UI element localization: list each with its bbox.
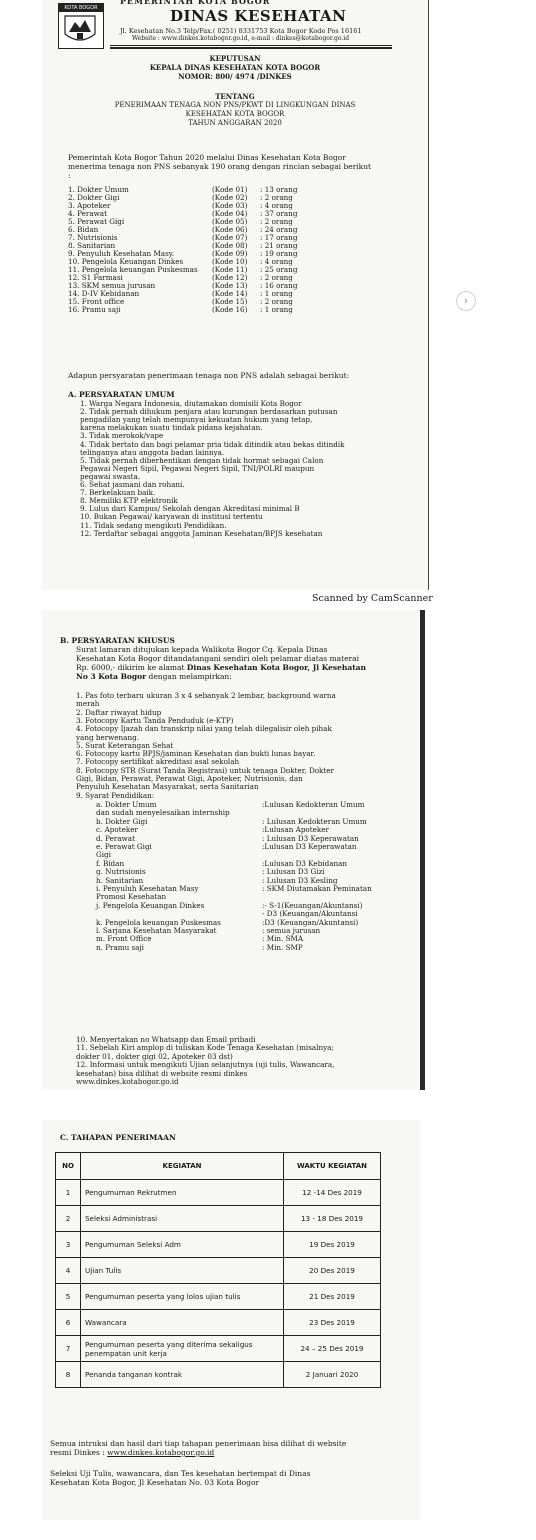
position-code: (Kode 09) (212, 249, 248, 258)
education-position: a. Dokter Umum (96, 800, 157, 809)
position-code: (Kode 06) (212, 225, 248, 234)
general-requirement-line: 7. Berkelakuan baik. (80, 488, 156, 498)
position-code: (Kode 08) (212, 241, 248, 250)
position-code: (Kode 10) (212, 257, 248, 266)
send-address: Dinas Kesehatan Kota Bogor, Jl Kesehatan (186, 663, 366, 672)
position-name: 13. SKM semua jurusan (68, 281, 156, 290)
education-requirement: :D3 (Keuangan/Akuntansi) (262, 917, 359, 927)
position-code: (Kode 14) (212, 289, 248, 298)
general-requirement-line: pegawai swasta. (80, 471, 141, 481)
stage-time: 19 Des 2019 (284, 1232, 381, 1258)
decree-subject-3: TAHUN ANGGARAN 2020 (188, 119, 282, 127)
special-requirement-line: 6. Fotocopy kartu BPJS/jaminan Kesehatan dan bukti lunas bayar. (76, 749, 316, 759)
general-requirement-line: 11. Tidak sedang mengikuti Pendidikan. (80, 520, 227, 530)
decree-title-2: KEPALA DINAS KESEHATAN KOTA BOGOR (149, 63, 321, 72)
special-requirement-line: 10. Menyertakan no Whatsapp dan Email pribadi (76, 1035, 256, 1044)
education-position: h. Sanitarian (96, 875, 144, 885)
position-name: 6. Bidan (68, 225, 99, 234)
stage-activity: Pengumuman peserta yang diterima sekaligus penempatan unit kerja (81, 1336, 284, 1362)
stage-time: 2 Januari 2020 (284, 1362, 381, 1388)
education-requirement: : Lulusan D3 Kesling (262, 875, 338, 885)
special-paragraph-2: Kesehatan Kota Bogor ditandatangani sendiri oleh pelamar diatas materai (76, 654, 360, 663)
position-name: 16. Pramu saji (68, 305, 121, 314)
stage-row (56, 1258, 381, 1284)
special-requirement-line: 8. Fotocopy STR (Surat Tanda Registrasi) untuk tenaga Dokter, Dokter (76, 765, 334, 775)
general-requirement-line: telinganya atau anggota badan lainnya. (80, 447, 225, 457)
position-count: : 4 orang (260, 257, 293, 266)
general-requirement-line: karena melakukan suatu tindak pidana kejahatan. (80, 423, 263, 433)
agency-address: Jl. Kesehatan No.3 Telp/Fax.( 0251) 8331753 Kota Bogor Kode Pos 16161 (120, 27, 362, 35)
stage-time: 20 Des 2019 (284, 1258, 381, 1284)
position-name: 14. D-IV Kebidanan (68, 289, 140, 298)
position-code: (Kode 11) (212, 265, 248, 274)
footer-line-1: Semua intruksi dan hasil dari tiap tahapan penerimaan bisa dilihat di website (50, 1439, 347, 1448)
stage-row (56, 1180, 381, 1206)
col-no: NO (56, 1153, 81, 1180)
stage-number: 6 (56, 1310, 81, 1336)
position-name: 9. Penyuluh Kesehatan Masy. (68, 249, 175, 258)
general-requirements-heading: A. PERSYARATAN UMUM (68, 390, 175, 399)
footer-line-3: Seleksi Uji Tulis, wawancara, dan Tes kesehatan bertempat di Dinas (50, 1469, 311, 1478)
stage-number: 5 (56, 1284, 81, 1310)
general-requirement-line: 12. Terdaftar sebagai anggota Jaminan Kesehatan/BPJS kesehatan (80, 528, 323, 538)
position-count: : 1 orang (260, 289, 293, 298)
position-name: 10. Pengelola Keuangan Dinkes (68, 257, 184, 266)
stage-time: 24 – 25 Des 2019 (284, 1336, 381, 1362)
stage-time: 23 Des 2019 (284, 1310, 381, 1336)
special-requirements-heading: B. PERSYARATAN KHUSUS (60, 636, 175, 645)
education-position: k. Pengelola keuangan Puskesmas (96, 917, 221, 927)
position-name: 5. Perawat Gigi (68, 217, 125, 226)
position-count: : 4 orang (260, 201, 293, 210)
special-paragraph-3-text: Rp. 6000,- dikirim ke alamat (76, 663, 187, 672)
education-requirement: :Lulusan D3 Kebidanan (262, 858, 348, 868)
education-position: j. Pengelola Keuangan Dinkes (96, 900, 205, 910)
education-requirement: : Lulusan Kedokteran Umum (262, 816, 367, 826)
stage-row (56, 1232, 381, 1258)
special-requirement-line: 4. Fotocopy Ijazah dan transkrip nilai yang telah dilegalisir oleh pihak (76, 724, 332, 734)
position-code: (Kode 16) (212, 305, 248, 314)
stages-table-header (56, 1153, 381, 1180)
position-code: (Kode 02) (212, 193, 248, 202)
position-count: : 19 orang (260, 249, 298, 258)
position-code: (Kode 07) (212, 233, 248, 242)
general-requirement-line: 9. Lulus dari Kampus/ Sekolah dengan Akreditasi minimal B (80, 504, 300, 514)
stage-row (56, 1310, 381, 1336)
stage-row (56, 1336, 381, 1362)
position-code: (Kode 05) (212, 217, 248, 226)
special-requirement-line: Penyuluh Kesehatan Masyarakat, serta Sanitarian (76, 782, 259, 792)
education-requirement: : Lulusan D3 Gizi (262, 867, 325, 877)
position-count: : 2 orang (260, 193, 293, 202)
education-requirement: : Min. SMA (262, 934, 304, 944)
general-requirement-line: 8. Memiliki KTP elektronik (80, 496, 178, 506)
education-requirement: : Min. SMP (262, 942, 303, 952)
education-position: dan sudah menyelesaikan internship (96, 808, 230, 818)
decree-title-1: KEPUTUSAN (209, 54, 261, 63)
special-requirement-line: 11. Sebelah Kiri amplop di tuliskan Kode Tenaga Kesehatan (misalnya; (76, 1043, 334, 1053)
general-requirement-line: pengadilan yang telah mempunyai kekuatan hukum yang tetap, (80, 415, 313, 425)
send-address-cont: No 3 Kota Bogor (76, 672, 147, 681)
education-position: c. Apoteker (96, 825, 138, 835)
position-count: : 16 orang (260, 281, 298, 290)
next-image-button[interactable]: › (456, 291, 476, 311)
position-name: 8. Sanitarian (68, 241, 116, 250)
education-position: d. Perawat (96, 833, 135, 843)
stage-activity: Pengumuman Seleksi Adm (81, 1232, 284, 1258)
general-requirement-line: 3. Tidak merokok/vape (80, 431, 164, 441)
general-requirement-line: 10. Bukan Pegawai/ karyawan di institusi tertentu (80, 512, 263, 522)
special-requirement-line: 12. Informasi untuk mengikuti Ujian selanjutnya (uji tulis, Wawancara, (76, 1060, 335, 1070)
education-requirement: :Lulusan Apoteker (262, 825, 329, 835)
position-name: 2. Dokter Gigi (68, 193, 120, 202)
education-requirement: :Lulusan D3 Keperawatan (262, 842, 357, 851)
position-name: 15. Front office (68, 297, 125, 306)
education-position: g. Nutrisionis (96, 867, 146, 877)
education-requirement: :- S-1(Keuangan/Akuntansi) (262, 900, 363, 910)
stage-number: 3 (56, 1232, 81, 1258)
special-requirement-line: 2. Daftar riwayat hidup (76, 707, 162, 717)
stage-activity: Pengumuman peserta yang lolos ujian tulis (81, 1284, 284, 1310)
general-requirement-line: 5. Tidak pernah diberhentikan dengan tidak hormat sebagai Calon (80, 455, 324, 465)
footer-line-4: Kesehatan Kota Bogor, Jl Kesehatan No. 03 Kota Bogor (50, 1478, 260, 1487)
education-requirement: :Lulusan Kedokteran Umum (262, 800, 365, 809)
position-count: : 17 orang (260, 233, 298, 242)
special-requirement-line: dokter 01, dokter gigi 02, Apoteker 03 dst) (76, 1051, 233, 1061)
stage-activity: Penanda tanganan kontrak (81, 1362, 284, 1388)
stage-number: 8 (56, 1362, 81, 1388)
special-requirement-line: yang berwenang. (76, 732, 139, 742)
stage-number: 7 (56, 1336, 81, 1362)
stage-activity: Wawancara (81, 1310, 284, 1336)
letterhead-divider (110, 45, 392, 46)
position-name: 11. Pengelola keuangan Puskesmas (68, 265, 198, 274)
education-requirement: - D3 (Keuangan/Akuntansi (262, 909, 358, 919)
special-requirement-line: www.dinkes.kotabogor.go.id (76, 1077, 179, 1086)
intro-line-3: : (68, 171, 71, 180)
general-requirement-line: 4. Tidak bertato dan bagi pelamar pria tidak ditindik atau bekas ditindik (80, 439, 345, 449)
intro-line-2: menerima tenaga non PNS sebanyak 190 orang dengan rincian sebagai berikut (68, 162, 372, 171)
stage-number: 2 (56, 1206, 81, 1232)
footer-line-2-text: resmi Dinkes : (50, 1448, 108, 1457)
special-requirement-line: kesehatan) bisa dilihat di website resmi dinkes (76, 1068, 248, 1078)
stage-row (56, 1362, 381, 1388)
stage-activity: Seleksi Administrasi (81, 1206, 284, 1232)
scanner-watermark: Scanned by CamScanner (312, 593, 433, 604)
position-code: (Kode 01) (212, 185, 248, 194)
general-requirement-line: Pegawai Negeri Sipil, Pegawai Negeri Sipil, TNI/POLRI maupun (80, 463, 315, 473)
stage-number: 4 (56, 1258, 81, 1284)
stage-time: 13 - 18 Des 2019 (284, 1206, 381, 1232)
general-requirement-line: 6. Sehat jasmani dan rohani. (80, 480, 185, 489)
decree-about: TENTANG (215, 92, 255, 101)
position-count: : 1 orang (260, 305, 293, 314)
education-requirement: : SKM Diutamakan Peminatan (262, 884, 372, 893)
special-requirement-line: merah (76, 699, 100, 709)
position-name: 7. Nutrisionis (68, 233, 118, 242)
education-position: Promosi Kesehatan (96, 892, 167, 902)
position-name: 4. Perawat (68, 209, 107, 218)
special-requirement-line: Gigi, Bidan, Perawat, Perawat Gigi, Apoteker, Nutrisionis, dan (76, 774, 303, 783)
special-requirement-line: 7. Fotocopy sertifikat akreditasi asal sekolah (76, 757, 240, 767)
special-paragraph-4-text: dengan melampirkan: (146, 672, 232, 681)
stage-activity: Ujian Tulis (81, 1258, 284, 1284)
stage-time: 12 -14 Des 2019 (284, 1180, 381, 1206)
position-name: 12. S1 Farmasi (68, 273, 123, 282)
education-position: b. Dokter Gigi (96, 816, 148, 826)
education-requirement: : semua jurusan (262, 926, 321, 935)
position-code: (Kode 12) (212, 273, 248, 282)
special-requirement-line: 1. Pas foto terbaru ukuran 3 x 4 sebanyak 2 lembar, background warna (76, 691, 336, 700)
special-paragraph-4 (76, 673, 232, 681)
stage-row (56, 1284, 381, 1310)
letterhead-top-line: PEMERINTAH KOTA BOGOR (120, 0, 271, 6)
requirements-intro: Adapun persyaratan penerimaan tenaga non PNS adalah sebagai berikut: (68, 371, 350, 380)
position-count: : 24 orang (260, 225, 298, 234)
dinkes-website-link[interactable]: www.dinkes.kotabogor.go.id (107, 1448, 215, 1457)
position-code: (Kode 03) (212, 201, 248, 210)
intro-line-1: Pemerintah Kota Bogor Tahun 2020 melalui Dinas Kesehatan Kota Bogor (68, 153, 346, 162)
special-requirement-line: 5. Surat Keterangan Sehat (76, 740, 174, 750)
education-position: e. Perawat Gigi (96, 842, 152, 851)
education-position: Gigi (96, 850, 111, 860)
decree-subject-2: KESEHATAN KOTA BOGOR (185, 110, 285, 118)
kota-bogor-logo (58, 3, 104, 49)
position-code: (Kode 04) (212, 209, 248, 218)
letterhead-divider-thick (110, 47, 392, 49)
position-count: : 37 orang (260, 209, 298, 218)
position-code: (Kode 13) (212, 281, 248, 290)
stage-time: 21 Des 2019 (284, 1284, 381, 1310)
position-name: 1. Dokter Umum (68, 185, 129, 194)
general-requirement-line: 2. Tidak pernah dihukum penjara atau kurungan berdasarkan putusan (80, 407, 338, 417)
stage-activity: Pengumuman Rekrutmen (81, 1180, 284, 1206)
special-paragraph-1: Surat lamaran ditujukan kepada Walikota Bogor Cq. Kepala Dinas (76, 645, 328, 654)
special-requirement-line: 3. Fotocopy Kartu Tanda Penduduk (e-KTP) (76, 715, 234, 725)
stage-number: 1 (56, 1180, 81, 1206)
stages-table (55, 1152, 381, 1388)
education-requirement: : Lulusan D3 Keperawatan (262, 833, 359, 843)
position-count: : 13 orang (260, 185, 298, 194)
col-activity: KEGIATAN (81, 1153, 284, 1180)
education-position: m. Front Office (96, 934, 152, 944)
position-count: : 25 orang (260, 265, 298, 274)
position-code: (Kode 15) (212, 297, 248, 306)
general-requirement-line: 1. Warga Negara Indonesia, diutamakan domisili Kota Bogor (80, 399, 302, 408)
education-position: l. Sarjana Kesehatan Masyarakat (96, 926, 217, 935)
education-position: i. Penyuluh Kesehatan Masy (96, 884, 199, 893)
decree-number: NOMOR: 800/ 4974 /DINKES (178, 72, 292, 81)
decree-subject-1: PENERIMAAN TENAGA NON PNS/PKWT DI LINGKUNGAN DINAS (114, 101, 356, 109)
agency-title: DINAS KESEHATAN (170, 7, 347, 25)
footer-line-2 (50, 1449, 214, 1457)
logo-band-text: KOTA BOGOR (59, 4, 103, 12)
col-time: WAKTU KEGIATAN (284, 1153, 381, 1180)
stage-row (56, 1206, 381, 1232)
position-count: : 2 orang (260, 297, 293, 306)
education-position: f. Bidan (96, 858, 125, 868)
position-count: : 21 orang (260, 241, 298, 250)
position-count: : 2 orang (260, 217, 293, 226)
special-requirement-line: 9. Syarat Pendidikan: (76, 790, 155, 800)
position-count: : 2 orang (260, 273, 293, 282)
agency-website: Website : www.dinkes.kotabogor.go.id, e-mail : dinkes@kotabogor.go.id (132, 35, 350, 42)
position-name: 3. Apoteker (68, 201, 111, 210)
city-emblem-icon (63, 14, 97, 46)
stages-heading: C. TAHAPAN PENERIMAAN (60, 1133, 176, 1142)
education-position: n. Pramu saji (96, 942, 144, 952)
